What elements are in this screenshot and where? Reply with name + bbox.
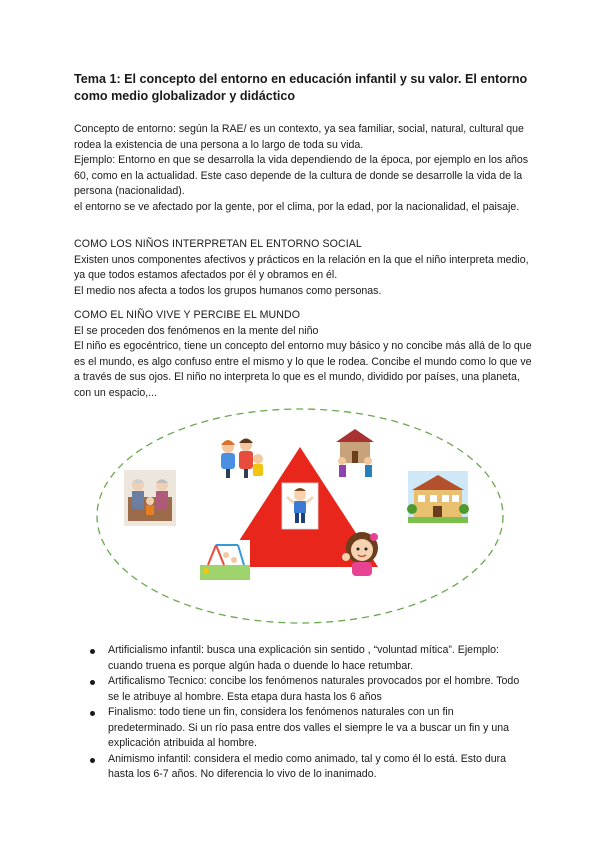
world-heading: COMO EL NIÑO VIVE Y PERCIBE EL MUNDO — [74, 309, 301, 321]
factors-paragraph: el entorno se ve afectado por la gente, por el clima, por la edad, por la nacionalidad, el paisaje. — [74, 200, 520, 213]
list-item — [90, 705, 530, 752]
bullet-icon — [90, 711, 95, 716]
definition-paragraph: Concepto de entorno: según la RAE/ es un contexto, ya sea familiar, social, natural, cultural que rodea la existencia de una persona a lo largo de toda su vida. — [74, 123, 524, 151]
bullet-text: Animismo infantil: considera el medio como animado, tal y como él lo está. Esto dura hasta los 6-7 años. No diferencia lo vivo de lo inanimado. — [108, 752, 507, 780]
bullet-list — [90, 643, 530, 783]
social-paragraph-1: Existen unos componentes afectivos y prácticos en la relación en la que el niño interpreta medio, ya que todos estamos afectados por él y obramos en él. — [74, 253, 529, 281]
world-section — [74, 308, 534, 401]
park-icon — [200, 540, 250, 580]
social-paragraph-2: El medio nos afecta a todos los grupos humanos como personas. — [74, 284, 382, 297]
list-item — [90, 752, 530, 783]
bullet-icon — [90, 758, 95, 763]
grandparents-icon — [124, 470, 176, 526]
school-icon — [407, 471, 469, 523]
world-paragraph-1: El se proceden dos fenómenos en la mente del niño — [74, 324, 319, 337]
environment-diagram — [0, 405, 600, 635]
bullet-icon — [90, 680, 95, 685]
social-section — [74, 237, 534, 299]
example-paragraph: Ejemplo: Entorno en que se desarrolla la vida dependiendo de la época, por ejemplo en los años 60, como en la actualidad. Este caso depende de la cultura de donde se desarrolle la vida de la persona (nacionalidad). — [74, 154, 529, 197]
bullet-text: Artificalismo Tecnico: concibe los fenómenos naturales provocados por el hombre. Todo se le atribuye al hombre. Esta etapa dura hasta los 6 años — [108, 675, 520, 703]
social-heading: COMO LOS NIÑOS INTERPRETAN EL ENTORNO SOCIAL — [74, 238, 362, 250]
child-icon — [282, 483, 318, 529]
page-title: Tema 1: El concepto del entorno en educación infantil y su valor. El entorno como medio globalizador y didáctico — [74, 72, 528, 103]
list-item — [90, 643, 530, 674]
bullet-text: Finalismo: todo tiene un fin, considera los fenómenos naturales con un fin predeterminado. Si un río pasa entre dos valles el siempre le va a buscar un fin y una explicación atribuida al hombre. — [108, 706, 510, 749]
intro-section — [74, 122, 534, 215]
list-item — [90, 674, 530, 705]
bullet-icon — [90, 649, 95, 654]
world-paragraph-2: El niño es egocéntrico, tiene un concepto del entorno muy básico y no concibe más allá de lo que es el mundo, es algo confuso entre el mismo y lo que le rodea. Concibe el mundo como lo que ve a través de sus ojos. El niño no interpreta lo que es el mundo, dividido por países, una planeta, con un espacio,... — [74, 340, 532, 399]
bullet-text: Artificialismo infantil: busca una explicación sin sentido , “voluntad mítica”. Ejemplo: cuando truena es porque algún hada o duende lo hace retumbar. — [108, 644, 499, 672]
moving-family-icon — [332, 429, 378, 481]
family-icon — [218, 433, 264, 481]
